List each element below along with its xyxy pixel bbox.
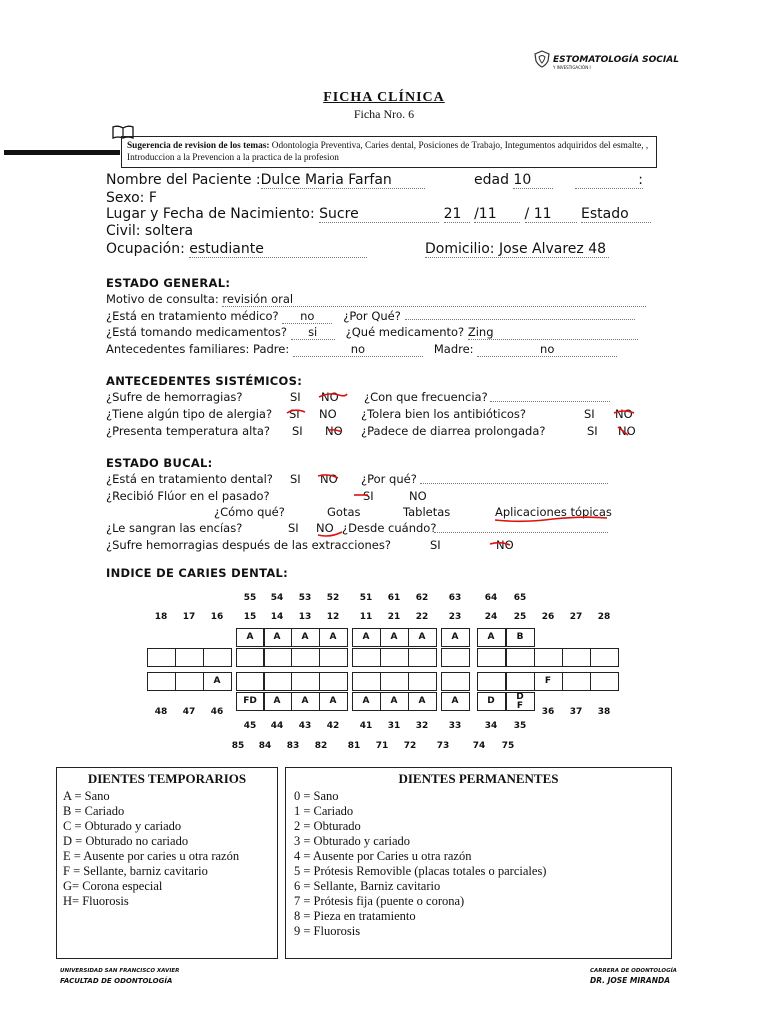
underline-mark <box>493 514 609 524</box>
meds-row: ¿Está tomando medicamentos? si ¿Qué medicamento? Zing <box>106 325 638 340</box>
strike-mark <box>317 391 349 401</box>
footer-doctor: DR. JOSE MIRANDA <box>590 976 671 985</box>
ficha-number: Ficha Nro. 6 <box>353 107 415 121</box>
oral-opt-topicas: Aplicaciones tópicas <box>495 505 612 519</box>
tooth-number: 53 <box>298 593 312 603</box>
tooth-cell[interactable] <box>203 648 232 667</box>
tooth-number: 34 <box>484 721 498 731</box>
oral-q1-si: SI <box>290 472 301 486</box>
tooth-number: 26 <box>541 612 555 622</box>
tooth-cell[interactable]: A <box>380 692 409 711</box>
tooth-number: 82 <box>314 741 328 751</box>
legend-item: B = Cariado <box>63 804 125 818</box>
tooth-number: 47 <box>182 707 196 717</box>
strike-mark <box>616 425 630 437</box>
civil-row <box>106 223 193 239</box>
mother-value: no <box>477 342 617 357</box>
patient-colon: : <box>575 172 643 189</box>
legend-item: 6 = Sellante, Barniz cavitario <box>294 879 441 893</box>
systemic-q1: ¿Sufre de hemorragias? <box>106 390 243 404</box>
tooth-number: 15 <box>243 612 257 622</box>
tooth-cell[interactable] <box>441 672 470 691</box>
systemic-q2-no: NO <box>319 407 337 421</box>
tooth-cell[interactable]: A <box>263 628 292 647</box>
shield-logo-icon <box>534 50 550 68</box>
tooth-cell[interactable] <box>380 672 409 691</box>
motivo-value: revisión oral <box>222 292 646 307</box>
tooth-cell[interactable]: A <box>352 692 381 711</box>
tooth-cell[interactable] <box>147 648 176 667</box>
patient-age-row <box>474 172 553 189</box>
tooth-number: 61 <box>387 593 401 603</box>
legend-item: 8 = Pieza en tratamiento <box>294 909 416 923</box>
oral-q3-no: NO <box>316 521 334 535</box>
oral-q3b: ¿Desde cuándo? <box>342 521 437 535</box>
occupation-value: estudiante <box>189 241 367 258</box>
tooth-cell[interactable] <box>590 672 619 691</box>
oral-q4-si: SI <box>430 538 441 552</box>
tooth-cell[interactable] <box>408 672 437 691</box>
tooth-number: 14 <box>270 612 284 622</box>
father-value: no <box>293 342 423 357</box>
systemic-q2-si: SI <box>289 407 300 421</box>
tooth-number: 75 <box>501 741 515 751</box>
suggestion-label: Sugerencia de revision de los temas: <box>127 141 270 151</box>
tooth-number: 32 <box>415 721 429 731</box>
tooth-cell[interactable]: D F <box>506 692 535 711</box>
patient-sex: Sexo: F <box>106 190 157 206</box>
systemic-q3-no: NO <box>325 424 343 438</box>
tooth-number: 71 <box>375 741 389 751</box>
tooth-number: 43 <box>298 721 312 731</box>
oral-q2-si: SI <box>363 489 374 503</box>
tooth-cell[interactable]: A <box>441 628 470 647</box>
tooth-number: 28 <box>597 612 611 622</box>
tooth-number: 83 <box>286 741 300 751</box>
brand-name: ESTOMATOLOGÍA SOCIAL <box>553 55 679 65</box>
legend-item: A = Sano <box>63 789 110 803</box>
occupation-label: Ocupación: <box>106 241 185 257</box>
tratamiento-row: ¿Está en tratamiento médico? no ¿Por Qué? <box>106 309 635 324</box>
tooth-cell[interactable]: FD <box>236 692 265 711</box>
tooth-number: 55 <box>243 593 257 603</box>
legend-item: 0 = Sano <box>294 789 339 803</box>
tooth-number: 65 <box>513 593 527 603</box>
systemic-q3b-si: SI <box>587 424 598 438</box>
tooth-number: 23 <box>448 612 462 622</box>
birth-row <box>106 206 651 223</box>
birth-year: / 11 <box>525 206 577 223</box>
tooth-number: 48 <box>154 707 168 717</box>
tooth-number: 38 <box>597 707 611 717</box>
tooth-cell[interactable]: F <box>534 672 563 691</box>
caries-heading: INDICE DE CARIES DENTAL: <box>106 566 289 580</box>
legend-item: C = Obturado y cariado <box>63 819 182 833</box>
tooth-cell[interactable] <box>352 648 381 667</box>
tooth-cell[interactable] <box>408 648 437 667</box>
legend-item: F = Sellante, barniz cavitario <box>63 864 208 878</box>
patient-name-label: Nombre del Paciente : <box>106 172 261 188</box>
birth-label: Lugar y Fecha de Nacimiento: <box>106 206 315 222</box>
tooth-cell[interactable]: A <box>263 692 292 711</box>
tooth-cell[interactable]: B <box>506 628 535 647</box>
address-value: Domicilio: Jose Alvarez 48 <box>425 241 609 258</box>
tooth-cell[interactable]: A <box>380 628 409 647</box>
legend-item: 4 = Ausente por Caries u otra razón <box>294 849 472 863</box>
legend-temp-title: DIENTES TEMPORARIOS <box>87 771 247 786</box>
systemic-q2: ¿Tiene algún tipo de alergia? <box>106 407 273 421</box>
tooth-number: 22 <box>415 612 429 622</box>
tooth-cell[interactable] <box>590 648 619 667</box>
tooth-number: 46 <box>210 707 224 717</box>
birth-month: /11 <box>474 206 520 223</box>
tooth-cell[interactable] <box>147 672 176 691</box>
tooth-number: 27 <box>569 612 583 622</box>
oral-q3: ¿Le sangran las encías? <box>106 521 243 535</box>
tooth-cell[interactable] <box>263 672 292 691</box>
oral-q1-no: NO <box>320 472 338 486</box>
tooth-cell[interactable]: A <box>408 692 437 711</box>
oral-q1: ¿Está en tratamiento dental? <box>106 472 273 486</box>
general-heading: ESTADO GENERAL: <box>106 276 231 290</box>
oral-q1b: ¿Por qué? <box>361 472 417 486</box>
tooth-cell[interactable] <box>175 672 204 691</box>
oral-heading: ESTADO BUCAL: <box>106 456 213 470</box>
tooth-cell[interactable]: A <box>441 692 470 711</box>
systemic-q3-si: SI <box>292 424 303 438</box>
tooth-cell[interactable]: D <box>477 692 506 711</box>
tooth-number: 52 <box>326 593 340 603</box>
tooth-cell[interactable] <box>380 648 409 667</box>
strike-mark <box>285 407 307 417</box>
family-row: Antecedentes familiares: Padre: no Madre: no <box>106 342 617 357</box>
tooth-cell[interactable] <box>319 672 348 691</box>
strike-mark <box>326 426 344 436</box>
brand-subtitle: Y INVESTIGACIÓN I <box>553 65 591 70</box>
tooth-number: 36 <box>541 707 555 717</box>
footer-program: CARRERA DE ODONTOLOGÍA <box>590 968 677 974</box>
legend-item: E = Ausente por caries u otra razón <box>63 849 240 863</box>
tooth-cell[interactable] <box>534 648 563 667</box>
oral-q2-no: NO <box>409 489 427 503</box>
systemic-q1-si: SI <box>290 390 301 404</box>
tooth-number: 35 <box>513 721 527 731</box>
page-title: FICHA CLÍNICA <box>323 90 445 105</box>
oral-q4: ¿Sufre hemorragias después de las extracciones? <box>106 538 391 552</box>
tooth-cell[interactable] <box>441 648 470 667</box>
civil-label: Civil: <box>106 223 141 239</box>
tooth-cell[interactable]: A <box>203 672 232 691</box>
oral-q2: ¿Recibió Flúor en el pasado? <box>106 489 270 503</box>
birth-place: Sucre <box>319 206 439 223</box>
tooth-number: 41 <box>359 721 373 731</box>
systemic-q3b: ¿Padece de diarrea prolongada? <box>361 424 546 438</box>
motivo-row: Motivo de consulta: revisión oral <box>106 292 646 307</box>
civil-state-label: Estado <box>581 206 651 223</box>
tooth-number: 31 <box>387 721 401 731</box>
occupation-row <box>106 241 367 258</box>
tooth-cell[interactable] <box>319 648 348 667</box>
systemic-heading: ANTECEDENTES SISTÉMICOS: <box>106 374 303 388</box>
tooth-number: 25 <box>513 612 527 622</box>
strike-mark <box>316 472 340 482</box>
oral-q3-si: SI <box>288 521 299 535</box>
tooth-number: 54 <box>270 593 284 603</box>
legend-perm-title: DIENTES PERMANENTES <box>398 771 559 786</box>
strike-mark <box>488 539 512 549</box>
legend-item: D = Obturado no cariado <box>63 834 189 848</box>
tooth-number: 13 <box>298 612 312 622</box>
tooth-cell[interactable] <box>263 648 292 667</box>
tooth-cell[interactable]: A <box>408 628 437 647</box>
tooth-number: 74 <box>472 741 486 751</box>
patient-age-label: edad <box>474 172 509 188</box>
tooth-cell[interactable]: A <box>477 628 506 647</box>
legend-item: 5 = Prótesis Removible (placas totales o parciales) <box>294 864 547 878</box>
tooth-cell[interactable]: A <box>291 628 320 647</box>
strike-mark <box>352 490 372 500</box>
tooth-number: 11 <box>359 612 373 622</box>
tooth-number: 85 <box>231 741 245 751</box>
birth-day: 21 <box>444 206 470 223</box>
tooth-number: 72 <box>403 741 417 751</box>
tooth-number: 18 <box>154 612 168 622</box>
tooth-cell[interactable] <box>477 648 506 667</box>
systemic-q2b-no: NO <box>615 407 633 421</box>
tooth-cell[interactable] <box>562 672 591 691</box>
patient-name-value: Dulce Maria Farfan <box>261 172 425 189</box>
tooth-number: 17 <box>182 612 196 622</box>
patient-age-value: 10 <box>513 172 553 189</box>
oral-q4-no: NO <box>496 538 514 552</box>
tooth-cell[interactable] <box>236 672 265 691</box>
footer-university: UNIVERSIDAD SAN FRANCISCO XAVIER <box>60 968 180 974</box>
systemic-q2b-si: SI <box>584 407 595 421</box>
suggestion-box <box>121 136 657 168</box>
tooth-number: 63 <box>448 593 462 603</box>
tooth-cell[interactable]: A <box>236 628 265 647</box>
tooth-number: 44 <box>270 721 284 731</box>
legend-permanent <box>285 767 672 959</box>
tooth-cell[interactable] <box>506 672 535 691</box>
tooth-cell[interactable] <box>562 648 591 667</box>
strike-mark <box>612 408 636 418</box>
meds-value: si <box>291 325 335 340</box>
legend-item: H= Fluorosis <box>63 894 129 908</box>
which-value: Zing <box>468 325 638 340</box>
header-logo <box>534 50 550 72</box>
footer-faculty: FACULTAD DE ODONTOLOGÍA <box>60 977 173 985</box>
systemic-q2b: ¿Tolera bien los antibióticos? <box>361 407 527 421</box>
tooth-cell[interactable]: A <box>352 628 381 647</box>
tooth-number: 64 <box>484 593 498 603</box>
tooth-cell[interactable]: A <box>291 692 320 711</box>
oral-opt-gotas: Gotas <box>327 505 361 519</box>
tooth-number: 45 <box>243 721 257 731</box>
legend-item: 9 = Fluorosis <box>294 924 361 938</box>
tooth-number: 84 <box>258 741 272 751</box>
legend-item: G= Corona especial <box>63 879 163 893</box>
tooth-cell[interactable] <box>506 648 535 667</box>
tooth-number: 42 <box>326 721 340 731</box>
systemic-q1b: ¿Con que frecuencia? <box>364 390 488 404</box>
address-row <box>425 241 609 258</box>
legend-item: 3 = Obturado y cariado <box>294 834 411 848</box>
tooth-cell[interactable] <box>477 672 506 691</box>
tooth-cell[interactable] <box>236 648 265 667</box>
tooth-number: 62 <box>415 593 429 603</box>
legend-item: 1 = Cariado <box>294 804 354 818</box>
tooth-number: 16 <box>210 612 224 622</box>
tooth-cell[interactable]: A <box>319 628 348 647</box>
tooth-cell[interactable] <box>175 648 204 667</box>
tooth-number: 12 <box>326 612 340 622</box>
tooth-number: 81 <box>347 741 361 751</box>
tooth-cell[interactable] <box>352 672 381 691</box>
patient-name-row <box>106 172 425 189</box>
suggestion-text: Odontologia Preventiva, Caries dental, Posiciones de Trabajo, Integumentos adquiridos del esmalte, , Introduccion a la Prevencion a la practica de la profesion <box>127 141 649 163</box>
tratamiento-value: no <box>282 309 332 324</box>
legend-item: 7 = Prótesis fija (puente o corona) <box>294 894 465 908</box>
tooth-number: 73 <box>436 741 450 751</box>
tooth-cell[interactable]: A <box>319 692 348 711</box>
tooth-number: 21 <box>387 612 401 622</box>
tooth-number: 33 <box>448 721 462 731</box>
tooth-number: 37 <box>569 707 583 717</box>
oral-opt-tabletas: Tabletas <box>403 505 451 519</box>
systemic-q3: ¿Presenta temperatura alta? <box>106 424 271 438</box>
systemic-q1-no: NO <box>321 390 339 404</box>
tooth-number: 51 <box>359 593 373 603</box>
tooth-number: 24 <box>484 612 498 622</box>
tooth-cell[interactable] <box>291 672 320 691</box>
civil-value: soltera <box>144 223 194 239</box>
systemic-q3b-no: NO <box>618 424 636 438</box>
legend-item: 2 = Obturado <box>294 819 361 833</box>
legend-temporary <box>56 767 278 959</box>
tooth-cell[interactable] <box>291 648 320 667</box>
section-divider <box>4 150 120 155</box>
oral-how-label: ¿Cómo qué? <box>214 505 285 519</box>
